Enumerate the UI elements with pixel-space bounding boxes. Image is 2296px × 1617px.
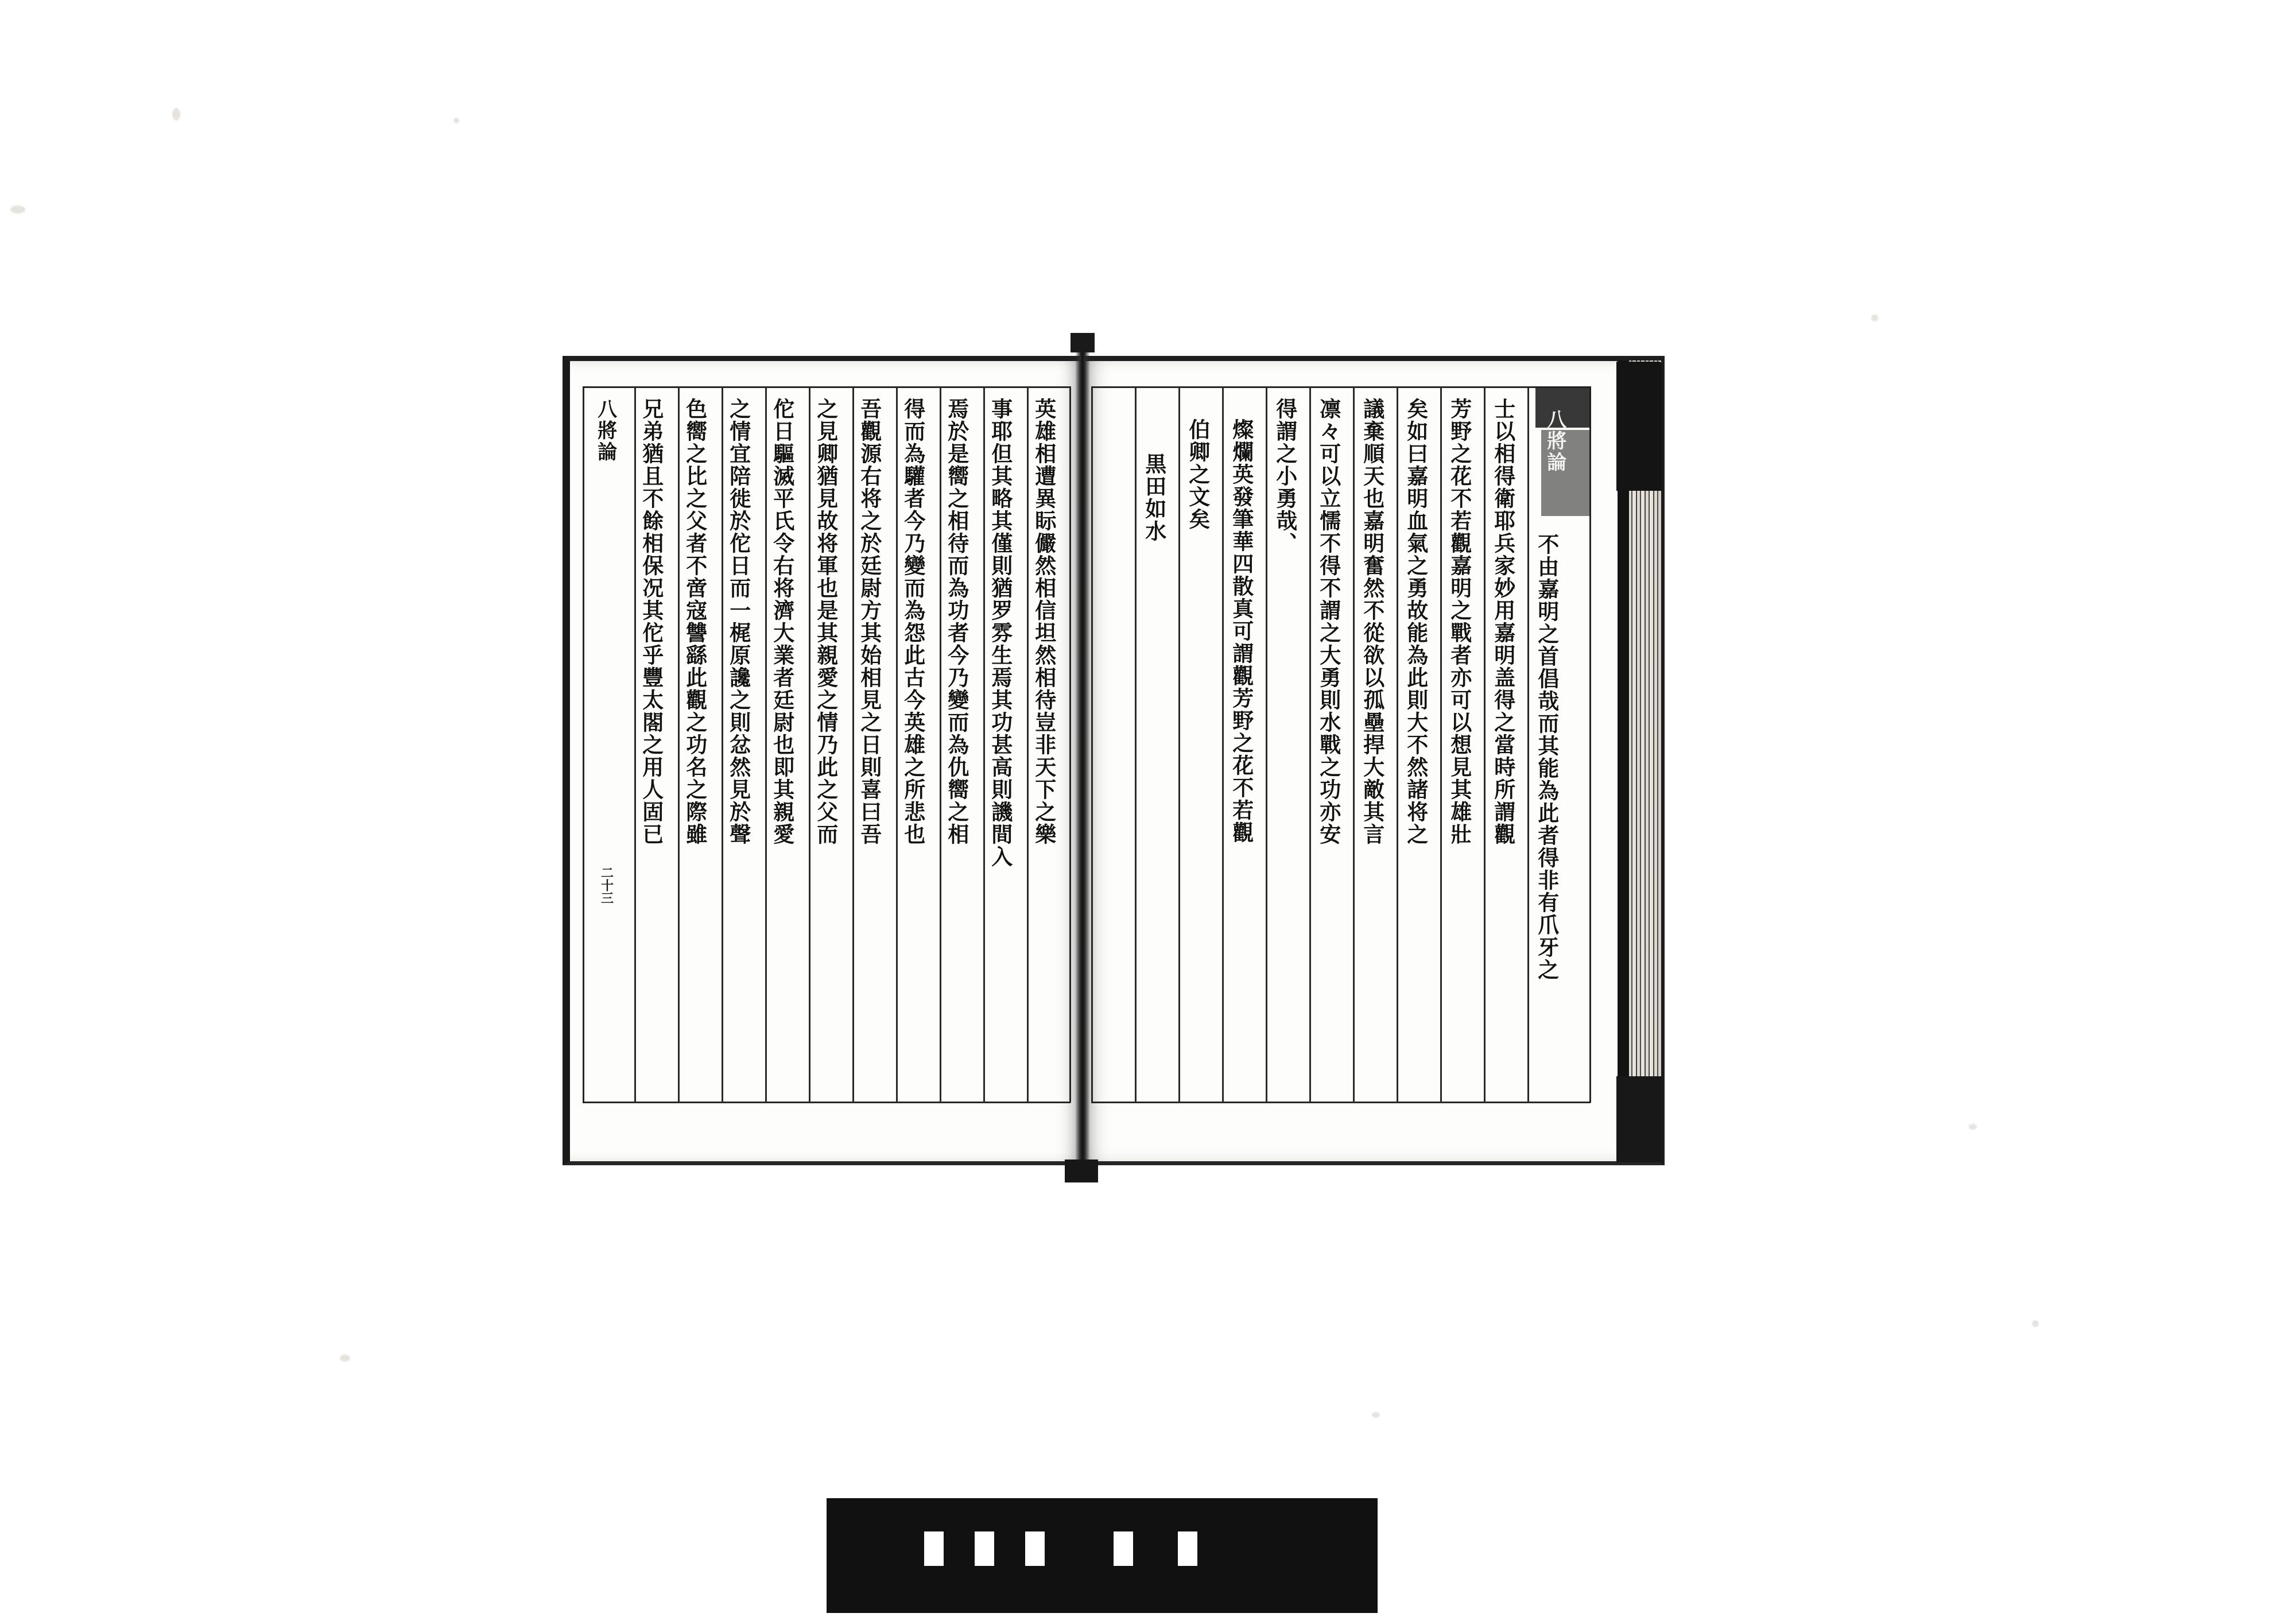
column-rule [1440,386,1442,1103]
fore-edge-dark-band-bottom [1616,1076,1662,1162]
text-column: 凛々可以立懦不得不謂之大勇則水戰之功亦安 [1316,398,1341,846]
spine-top-mark [1071,333,1095,352]
frame-line-bottom [1091,1102,1591,1103]
column-rule [1527,386,1529,1103]
scan-smudge [1871,315,1878,321]
spine-bottom-mark [1065,1160,1098,1182]
scan-smudge [2032,1320,2039,1327]
calibration-patch [1114,1531,1133,1566]
column-rule [722,386,723,1103]
column-rule [1397,386,1398,1103]
column-rule [678,386,680,1103]
text-column: 議棄順天也嘉明奮然不從欲以孤壘捍大敵其言 [1359,398,1385,846]
column-rule [809,386,810,1103]
text-column-commentary: 伯卿之文矣 [1185,418,1211,530]
calibration-patch [1025,1531,1045,1566]
left-page-number: 二十三 [599,866,614,904]
text-column: 佗日驅滅平氏令右将濟大業者廷尉也即其親愛 [769,398,795,846]
column-rule [1222,386,1224,1103]
fore-edge-dark-band-top [1616,362,1662,491]
text-column: 得謂之小勇哉、 [1272,398,1298,554]
column-rule [940,386,941,1103]
column-rule [1135,386,1137,1103]
text-column: 矣如曰嘉明血氣之勇故能為此則大不然諸将之 [1403,398,1429,846]
text-column: 兄弟猶且不餘相保况其佗乎豐太閤之用人固已 [638,398,664,846]
right-page-running-title: 八將論 [1543,409,1566,473]
scan-smudge [10,205,25,214]
text-column: 不由嘉明之首倡哉而其能為此者得非有爪牙之 [1534,533,1560,981]
text-column: 士以相得衛耶兵家妙用嘉明盖得之當時所謂觀 [1490,398,1516,846]
scan-smudge [1969,1124,1977,1130]
column-rule [1309,386,1311,1103]
frame-line-bottom [583,1102,1071,1103]
text-column-attribution: 黒田如水 [1141,453,1167,542]
column-rule [765,386,767,1103]
calibration-patch [1178,1531,1197,1566]
frame-line-right [1069,386,1071,1103]
scan-smudge [172,108,180,121]
text-column-commentary: 燦爛英發筆華四散真可謂觀芳野之花不若觀 [1228,418,1254,844]
column-rule [1178,386,1180,1103]
text-column: 之情宜陪徙於佗日而一梶原讒之則忿然見於聲 [726,398,751,846]
frame-line-top [1091,386,1591,388]
scan-smudge [340,1355,350,1362]
scan-calibration-bar [827,1498,1378,1613]
right-page [1082,356,1665,1165]
open-book-photograph [563,356,1665,1165]
book-spine-gutter [1075,346,1090,1181]
column-rule [1027,386,1029,1103]
calibration-patch [975,1531,994,1566]
text-column: 英雄相遭異眎儼然相信坦然相待豈非天下之樂 [1031,398,1057,846]
column-rule [1353,386,1355,1103]
text-column: 焉於是嚮之相待而為功者今乃變而為仇嚮之相 [944,398,969,846]
text-column: 事耶但其略其僅則猶罗雰生焉其功甚高則譏間入 [987,398,1013,868]
text-column: 吾觀源右将之於廷尉方其始相見之日則喜曰吾 [856,398,882,846]
text-column: 得而為驩者今乃變而為怨此古今英雄之所悲也 [900,398,926,846]
column-rule [983,386,985,1103]
column-rule [896,386,898,1103]
column-rule [1266,386,1267,1103]
column-rule [852,386,854,1103]
left-page [563,356,1082,1165]
column-rule [1484,386,1486,1103]
scan-smudge [1372,1412,1380,1418]
frame-line-left [1091,386,1093,1103]
frame-line-top [583,386,1071,388]
left-page-running-title: 八將論 [594,399,617,463]
text-column: 之見卿猶見故将軍也是其親愛之情乃此之父而 [813,398,839,846]
calibration-patch [924,1531,944,1566]
column-rule [634,386,636,1103]
frame-line-left [583,386,584,1103]
scan-smudge [453,118,459,123]
text-column: 色嚮之比之父者不啻寇讐繇此觀之功名之際雖 [682,398,708,846]
text-column: 芳野之花不若觀嘉明之戰者亦可以想見其雄壯 [1446,398,1472,846]
